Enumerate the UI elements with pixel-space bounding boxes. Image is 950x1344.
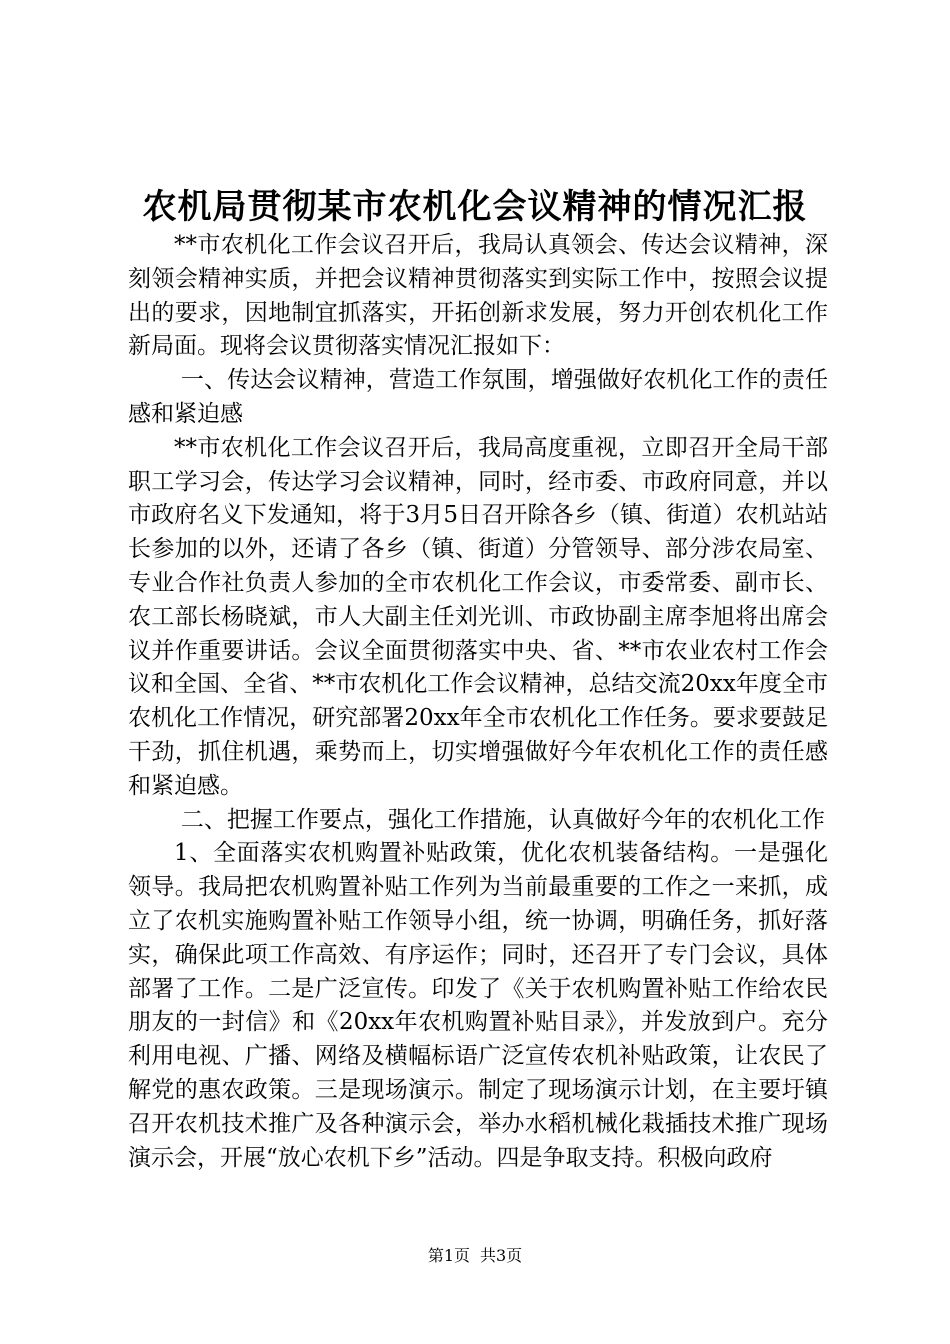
section-2-paragraph: 1、全面落实农机购置补贴政策，优化农机装备结构。一是强化领导。我局把农机购置补贴工作列为当前最重要的工作之一来抓，成立了农机实施购置补贴工作领导小组，统一协调，明确任务，抓好落实，确保此项工作高效、有序运作；同时，还召开了专门会议，具体部署了工作。二是广泛宣传。印发了《关于农机购置补贴工作给农民朋友的一封信》和《20xx年农机购置补贴目录》，并发放到户。充分利用电视、广播、网络及横幅标语广泛宣传农机补贴政策，让农民了解党的惠农政策。三是现场演示。制定了现场演示计划，在主要圩镇召开农机技术推广及各种演示会，举办水稻机械化栽插技术推广现场演示会，开展“放心农机下乡”活动。四是争取支持。积极向政府 (128, 840, 828, 1171)
page-total: 共3页 (480, 1246, 523, 1265)
section-1-paragraph: **市农机化工作会议召开后，我局高度重视，立即召开全局干部职工学习会，传达学习会议精神，同时，经市委、市政府同意，并以市政府名义下发通知，将于3月5日召开除各乡（镇、街道）农机站站长参加的以外，还请了各乡（镇、街道）分管领导、部分涉农局室、专业合作社负责人参加的全市农机化工作会议，市委常委、副市长、农工部长杨晓斌，市人大副主任刘光训、市政协副主席李旭将出席会议并作重要讲话。会议全面贯彻落实中央、省、**市农业农村工作会议和全国、全省、**市农机化工作会议精神，总结交流20xx年度全市农机化工作情况，研究部署20xx年全市农机化工作任务。要求要鼓足干劲，抓住机遇，乘势而上，切实增强做好今年农机化工作的责任感和紧迫感。 (128, 434, 828, 799)
section-heading-1: 一、传达会议精神，营造工作氛围，增强做好农机化工作的责任感和紧迫感 (128, 367, 828, 427)
page-number: 第1页 (427, 1246, 470, 1265)
document-body (128, 229, 828, 1175)
document-title: 农机局贯彻某市农机化会议精神的情况汇报 (142, 187, 808, 227)
section-heading-2: 二、把握工作要点，强化工作措施，认真做好今年的农机化工作 (180, 806, 825, 833)
page-footer (0, 1244, 950, 1268)
intro-paragraph: **市农机化工作会议召开后，我局认真领会、传达会议精神，深刻领会精神实质，并把会议精神贯彻落实到实际工作中，按照会议提出的要求，因地制宜抓落实，开拓创新求发展，努力开创农机化工作新局面。现将会议贯彻落实情况汇报如下： (128, 232, 828, 360)
